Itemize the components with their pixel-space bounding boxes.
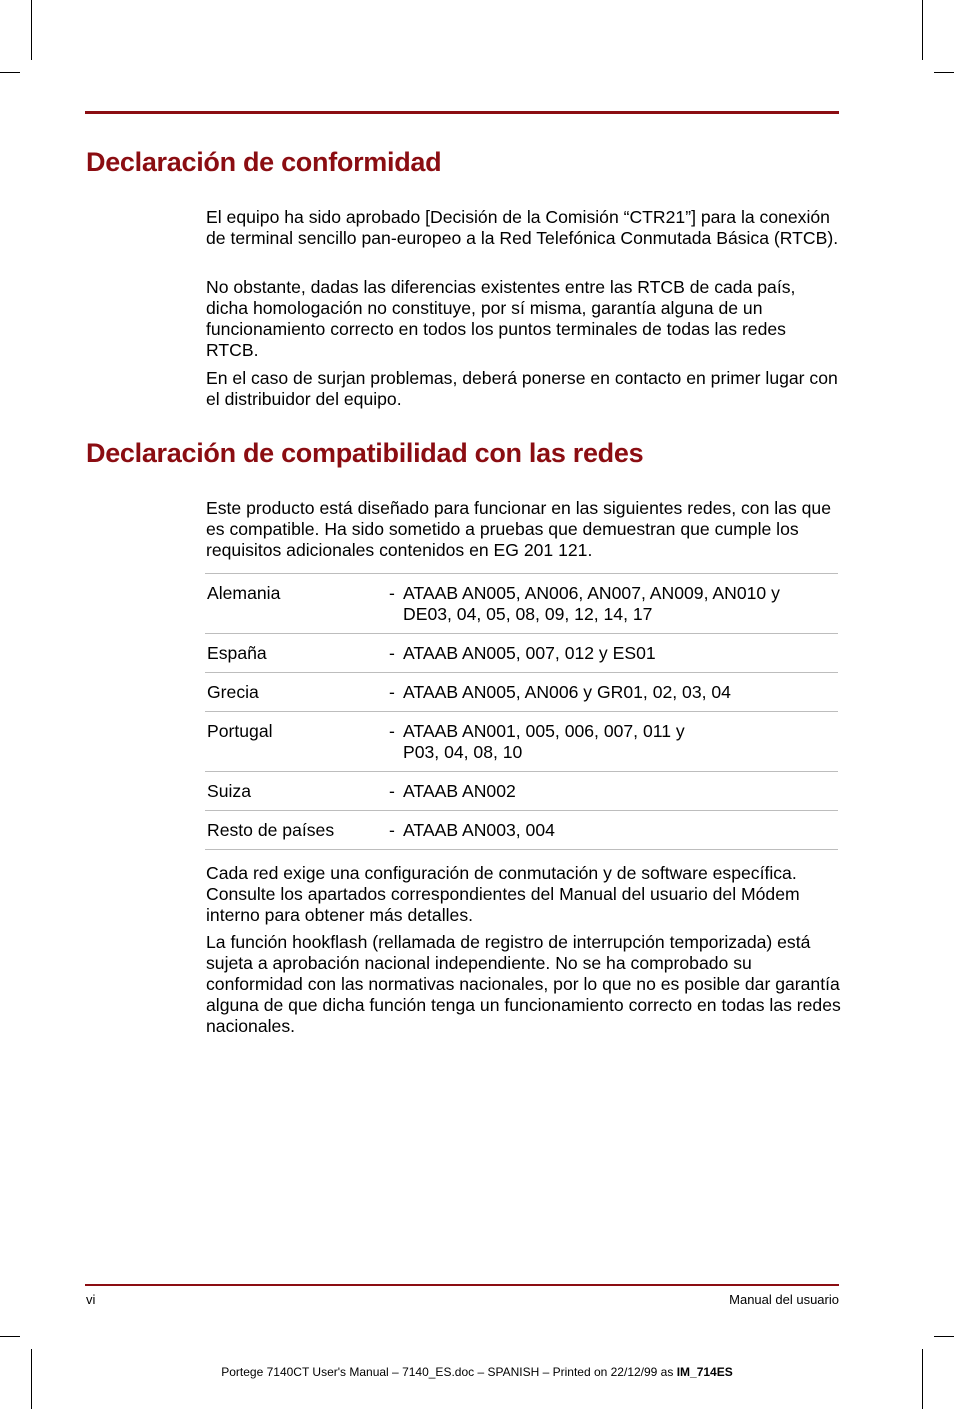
country-cell: Resto de países	[207, 820, 335, 840]
dash-cell: -	[389, 643, 395, 663]
crop-mark	[922, 0, 923, 60]
section-heading-conformidad: Declaración de conformidad	[86, 147, 442, 177]
crop-mark	[934, 1336, 954, 1337]
paragraph: La función hookflash (rellamada de registro de interrupción temporizada) está sujeta a aprobación nacional independiente. No se ha comprobado su conformidad con las normativas nacionales, por lo que no es posible dar garantía alguna de que dicha función tenga un funcionamiento correcto en todas las redes nacionales.	[206, 932, 841, 1036]
standards-line: DE03, 04, 05, 08, 09, 12, 14, 17	[403, 604, 653, 624]
paragraph: No obstante, dadas las diferencias existentes entre las RTCB de cada país, dicha homologación no constituye, por sí misma, garantía alguna de un funcionamiento correcto en todos los puntos terminales de todas las redes RTCB.	[206, 277, 796, 360]
standards-cell	[403, 712, 838, 772]
print-code: IM_714ES	[676, 1365, 733, 1379]
table-row	[205, 712, 838, 772]
table-row	[205, 574, 838, 634]
dash-cell: -	[389, 820, 395, 840]
dash-cell: -	[389, 583, 395, 603]
crop-mark	[0, 1336, 20, 1337]
standards-line: P03, 04, 08, 10	[403, 742, 523, 762]
crop-mark	[922, 1349, 923, 1409]
table-row	[205, 634, 838, 673]
paragraph: Cada red exige una configuración de conmutación y de software específica. Consulte los apartados correspondientes del Manual del usuario del Módem interno para obtener más detalles.	[206, 863, 800, 925]
country-cell: España	[207, 643, 267, 663]
footer-rule	[85, 1284, 839, 1286]
page-number: vi	[86, 1292, 96, 1307]
crop-mark	[31, 0, 32, 60]
crop-mark	[934, 72, 954, 73]
dash-cell: -	[389, 721, 395, 741]
paragraph: El equipo ha sido aprobado [Decisión de la Comisión “CTR21”] para la conexión de terminal sencillo pan-europeo a la Red Telefónica Conmutada Básica (RTCB).	[206, 207, 839, 248]
paragraph: Este producto está diseñado para funcionar en las siguientes redes, con las que es compatible. Ha sido sometido a pruebas que demuestran que cumple los requisitos adicionales contenidos en EG 201 121.	[206, 498, 831, 560]
country-cell: Alemania	[207, 583, 281, 603]
table-row	[205, 673, 838, 712]
crop-mark	[31, 1349, 32, 1409]
standards-cell	[403, 574, 838, 634]
standards-cell: ATAAB AN003, 004	[403, 820, 555, 840]
standards-line: ATAAB AN001, 005, 006, 007, 011 y	[403, 721, 685, 741]
dash-cell: -	[389, 781, 395, 801]
table-row	[205, 772, 838, 811]
networks-table	[205, 573, 838, 850]
dash-cell: -	[389, 682, 395, 702]
header-rule	[85, 111, 839, 114]
section-heading-compatibilidad: Declaración de compatibilidad con las redes	[86, 438, 644, 468]
paragraph: En el caso de surjan problemas, deberá ponerse en contacto en primer lugar con el distribuidor del equipo.	[206, 368, 838, 409]
country-cell: Suiza	[207, 781, 252, 801]
standards-cell: ATAAB AN002	[403, 781, 516, 801]
standards-cell: ATAAB AN005, 007, 012 y ES01	[403, 643, 656, 663]
standards-cell: ATAAB AN005, AN006 y GR01, 02, 03, 04	[403, 682, 731, 702]
country-cell: Portugal	[207, 721, 273, 741]
print-info	[0, 1365, 954, 1379]
print-info-text: Portege 7140CT User's Manual – 7140_ES.doc – SPANISH – Printed on 22/12/99 as	[221, 1365, 677, 1379]
country-cell: Grecia	[207, 682, 259, 702]
footer-title: Manual del usuario	[729, 1292, 839, 1307]
crop-mark	[0, 72, 20, 73]
table-row	[205, 811, 838, 850]
standards-line: ATAAB AN005, AN006, AN007, AN009, AN010 y	[403, 583, 780, 603]
